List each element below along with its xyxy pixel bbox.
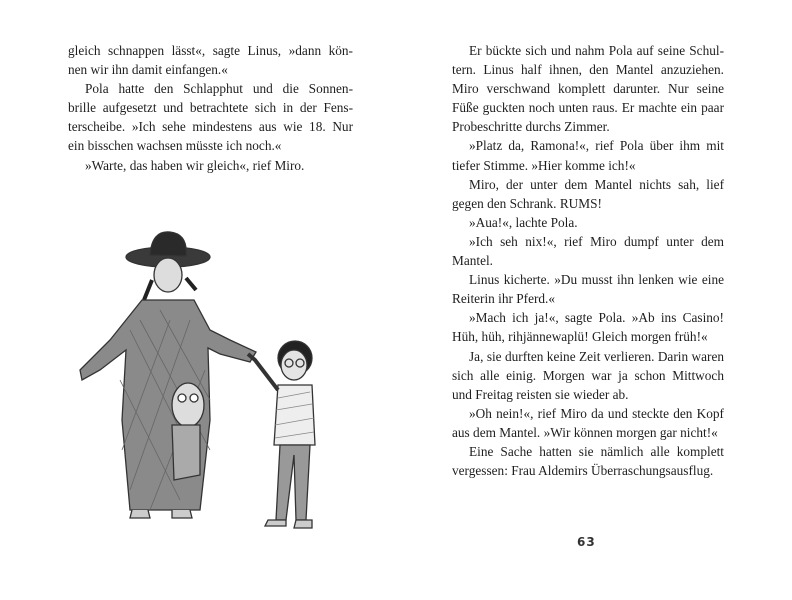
text-line: aus dem Mantel. »Wir können morgen gar nicht!« (452, 424, 718, 440)
text-line: Hüh, hüh, rihjännewaplü! Gleich morgen früh!« (452, 329, 708, 345)
text-line: Er bückte sich und nahm Pola auf seine Schul- (469, 43, 724, 58)
text-line: Reiterin ihr Pferd.« (452, 291, 556, 307)
text-line: Miro verschwand komplett darunter. Nur seine (452, 81, 724, 97)
text-line: sich alle einig. Morgen war ja schon Mittwoch (452, 367, 724, 383)
page-number: 63 (577, 535, 596, 549)
text-line: brille aufgesetzt und betrachtete sich in der Fens- (68, 100, 353, 116)
text-line: gegen den Schrank. RUMS! (452, 195, 602, 211)
text-line: Probeschritte durchs Zimmer. (452, 119, 610, 135)
right-page-text (452, 41, 724, 480)
text-line: »Ich seh nix!«, rief Miro dumpf unter dem (469, 233, 724, 249)
text-line: Pola hatte den Schlapphut und die Sonnen- (85, 81, 353, 97)
illustration-kids-in-coat (60, 220, 330, 550)
text-line: »Mach ich ja!«, sagte Pola. »Ab ins Casino! (469, 310, 724, 326)
text-line: Mantel. (452, 253, 493, 269)
text-line: »Warte, das haben wir gleich«, rief Miro. (85, 157, 305, 173)
text-line: nen wir ihn damit einfangen.« (68, 62, 228, 78)
text-line: Miro, der unter dem Mantel nichts sah, lief (469, 176, 724, 192)
text-line: Linus kicherte. »Du musst ihn lenken wie eine (469, 272, 724, 288)
text-line: »Platz da, Ramona!«, rief Pola über ihm mit (469, 138, 724, 154)
text-line: gleich schnappen lässt«, sagte Linus, »dann kön- (68, 43, 353, 58)
text-line: Füße guckten noch unten raus. Er machte ein paar (452, 100, 724, 116)
text-line: »Oh nein!«, rief Miro da und steckte den Kopf (469, 405, 724, 421)
text-line: tern. Linus half ihnen, den Mantel anzuziehen. (452, 62, 724, 78)
text-line: und Freitag reisten sie wieder ab. (452, 386, 629, 402)
tall-coat-figure (80, 232, 256, 518)
text-line: tiefer Stimme. »Hier komme ich!« (452, 157, 636, 173)
left-page-text (68, 41, 353, 175)
small-boy-figure (248, 341, 315, 528)
text-line: vergessen: Frau Aldemirs Überraschungsausflug. (452, 463, 714, 479)
text-line: terscheibe. »Ich sehe mindestens aus wie 18. Nur (68, 119, 353, 135)
text-line: »Aua!«, lachte Pola. (469, 214, 578, 230)
text-line: Ja, sie durften keine Zeit verlieren. Darin waren (469, 348, 724, 364)
text-line: ein bisschen wachsen müsste ich noch.« (68, 138, 282, 154)
text-line: Eine Sache hatten sie nämlich alle komplett (469, 443, 724, 459)
